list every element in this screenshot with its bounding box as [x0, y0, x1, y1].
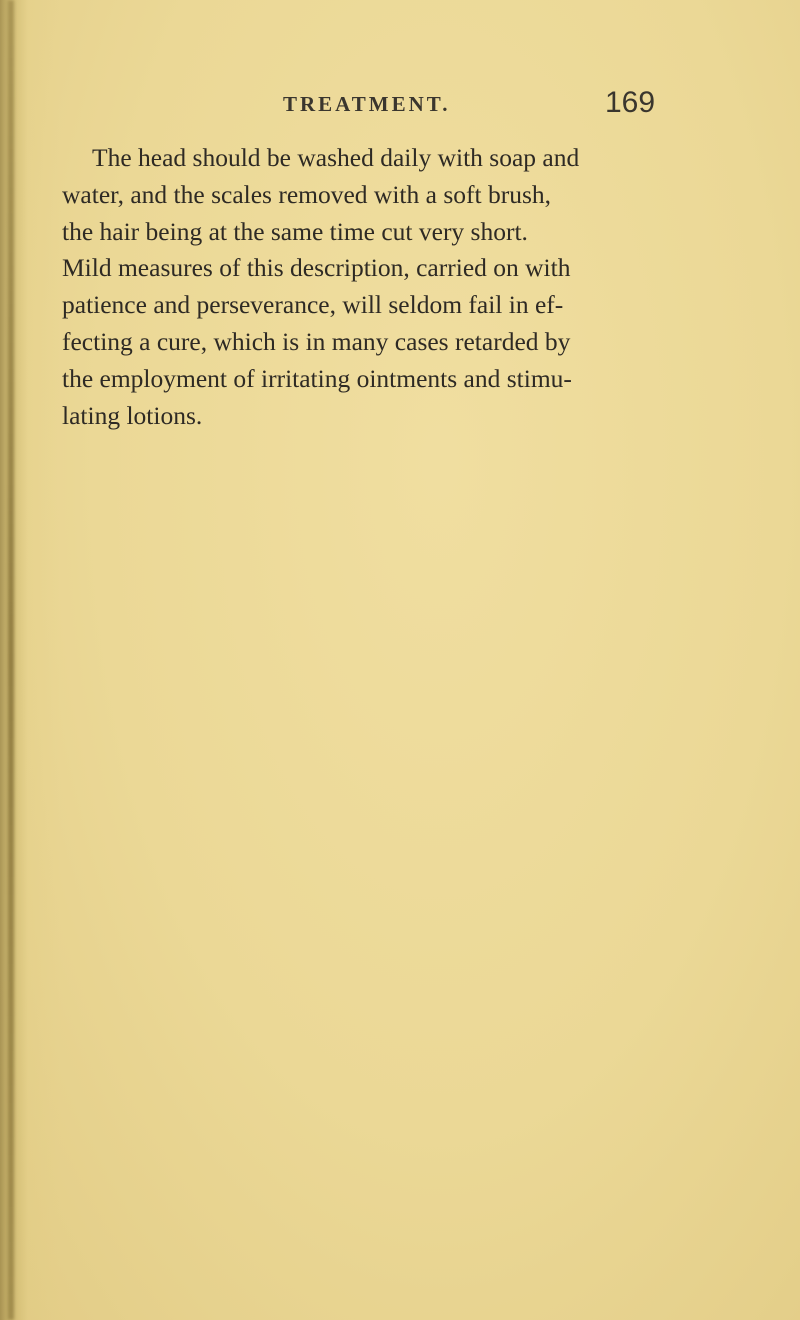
text-line: Mild measures of this description, carried on with	[62, 253, 571, 283]
text-line: The head should be washed daily with soap and	[92, 143, 580, 172]
binding-gutter	[8, 0, 14, 1320]
text-line: fecting a cure, which is in many cases retarded by	[62, 326, 571, 356]
text-line: patience and perseverance, will seldom fail in ef-	[62, 290, 564, 320]
running-head	[0, 88, 800, 128]
text-line: lating lotions.	[62, 400, 203, 430]
text-line: the hair being at the same time cut very short.	[62, 216, 528, 246]
running-head-title: TREATMENT.	[283, 92, 451, 116]
page-number: 169	[605, 86, 656, 119]
text-line: the employment of irritating ointments and stimu-	[62, 363, 572, 393]
text-line: water, and the scales removed with a soft brush,	[62, 179, 551, 209]
body-paragraph	[62, 140, 662, 434]
